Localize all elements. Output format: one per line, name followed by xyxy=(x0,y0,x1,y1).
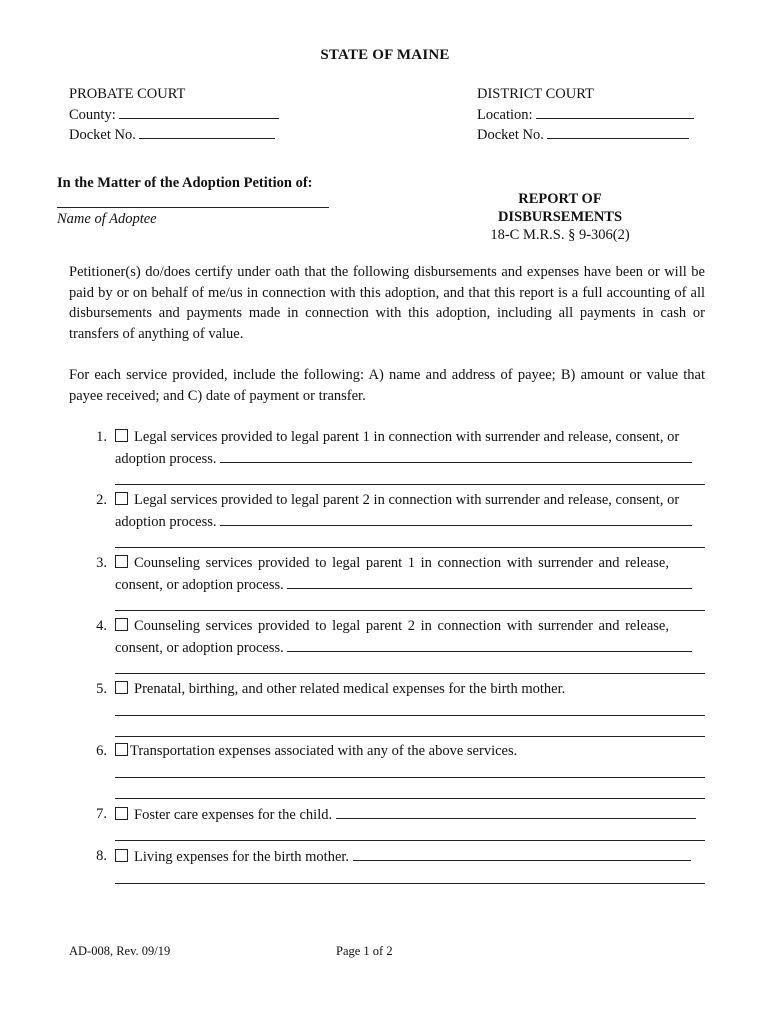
details-line[interactable] xyxy=(115,840,705,841)
list-item xyxy=(69,490,705,550)
list-item xyxy=(69,846,705,886)
form-id: AD-008, Rev. 09/19 xyxy=(69,944,171,958)
location-field[interactable] xyxy=(536,104,694,119)
location-label: Location: xyxy=(477,107,533,123)
item-number: 7. xyxy=(96,806,107,822)
details-field[interactable] xyxy=(287,574,692,589)
checkbox[interactable] xyxy=(115,681,128,694)
item-number: 5. xyxy=(96,681,107,697)
county-field[interactable] xyxy=(119,104,279,119)
details-field[interactable] xyxy=(220,448,692,463)
details-line[interactable] xyxy=(115,547,705,548)
item-text: Legal services provided to legal parent 1 in connection with surrender and release, consent, or xyxy=(134,429,680,445)
certification-paragraph: Petitioner(s) do/does certify under oath that the following disbursements and expenses have been or will be paid by or on behalf of me/us in connection with this adoption, and that this report is a full accounting of all disbursements and payments made in connection with this adoption, including all payments in cash or transfers of anything of value. xyxy=(69,264,705,342)
item-text: adoption process. xyxy=(115,514,217,530)
probate-docket-label: Docket No. xyxy=(69,127,136,143)
item-number: 1. xyxy=(96,429,107,445)
county-label: County: xyxy=(69,107,116,123)
statute-citation: 18-C M.R.S. § 9-306(2) xyxy=(490,227,630,243)
checkbox[interactable] xyxy=(115,743,128,756)
item-number: 8. xyxy=(96,848,107,864)
page-number: Page 1 of 2 xyxy=(336,944,393,958)
checkbox[interactable] xyxy=(115,618,128,631)
details-field[interactable] xyxy=(287,637,692,652)
item-text: consent, or adoption process. xyxy=(115,577,284,593)
details-line[interactable] xyxy=(115,610,705,611)
item-text: consent, or adoption process. xyxy=(115,640,284,656)
details-line[interactable] xyxy=(115,777,705,778)
item-number: 4. xyxy=(96,618,107,634)
details-line[interactable] xyxy=(115,798,705,799)
list-item xyxy=(69,616,705,676)
probate-court-heading: PROBATE COURT xyxy=(69,86,186,102)
list-item xyxy=(69,804,705,844)
district-docket-label: Docket No. xyxy=(477,127,544,143)
checkbox[interactable] xyxy=(115,555,128,568)
adoptee-name-field[interactable] xyxy=(57,207,329,208)
item-text: Prenatal, birthing, and other related medical expenses for the birth mother. xyxy=(134,681,566,697)
report-heading-line2: DISBURSEMENTS xyxy=(497,209,623,225)
item-text: Counseling services provided to legal parent 2 in connection with surrender and release, xyxy=(134,618,669,634)
list-item xyxy=(69,679,705,739)
checkbox[interactable] xyxy=(115,492,128,505)
instructions-paragraph: For each service provided, include the following: A) name and address of payee; B) amount or value that payee received; and C) date of payment or transfer. xyxy=(69,367,705,404)
district-court-heading: DISTRICT COURT xyxy=(477,86,594,102)
district-court-block xyxy=(477,84,694,144)
checkbox[interactable] xyxy=(115,849,128,862)
item-text: Transportation expenses associated with any of the above services. xyxy=(130,743,518,759)
item-text: Living expenses for the birth mother. xyxy=(134,849,350,865)
item-text: Foster care expenses for the child. xyxy=(134,807,333,823)
probate-docket-field[interactable] xyxy=(139,124,275,139)
page-title: STATE OF MAINE xyxy=(320,47,450,63)
details-field[interactable] xyxy=(220,511,692,526)
report-heading-line1: REPORT OF xyxy=(518,191,602,207)
item-number: 6. xyxy=(96,743,107,759)
checkbox[interactable] xyxy=(115,429,128,442)
details-line[interactable] xyxy=(115,715,705,716)
list-item xyxy=(69,427,705,487)
matter-heading: In the Matter of the Adoption Petition of: xyxy=(57,175,313,191)
details-line[interactable] xyxy=(115,736,705,737)
details-line[interactable] xyxy=(115,484,705,485)
item-text: Counseling services provided to legal parent 1 in connection with surrender and release, xyxy=(134,555,669,571)
item-text: Legal services provided to legal parent 2 in connection with surrender and release, consent, or xyxy=(134,492,680,508)
probate-court-block xyxy=(69,84,279,144)
details-field[interactable] xyxy=(353,846,691,861)
list-item xyxy=(69,553,705,613)
adoptee-label: Name of Adoptee xyxy=(57,211,157,227)
checkbox[interactable] xyxy=(115,807,128,820)
item-number: 3. xyxy=(96,555,107,571)
details-line[interactable] xyxy=(115,883,705,884)
report-heading xyxy=(470,190,650,244)
item-text: adoption process. xyxy=(115,451,217,467)
details-line[interactable] xyxy=(115,673,705,674)
list-item xyxy=(69,741,705,801)
details-field[interactable] xyxy=(336,804,696,819)
district-docket-field[interactable] xyxy=(547,124,689,139)
item-number: 2. xyxy=(96,492,107,508)
